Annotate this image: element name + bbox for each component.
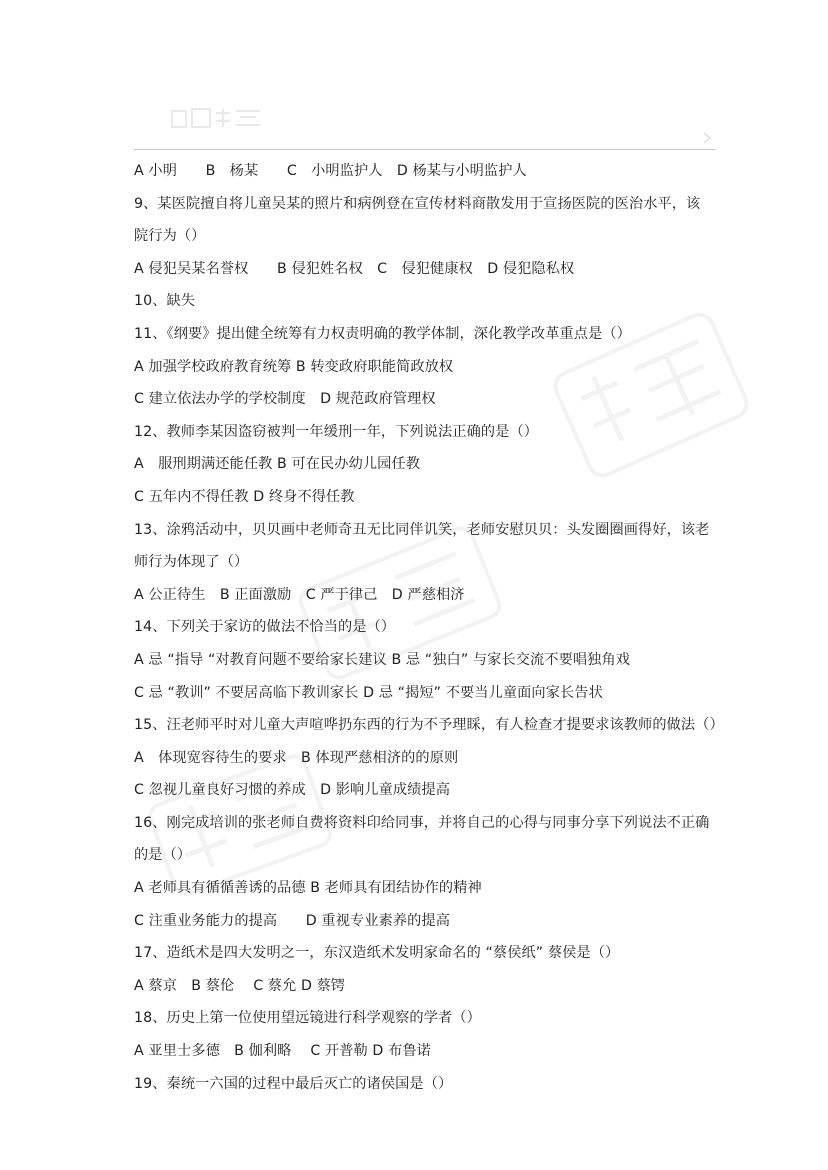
question-15-options-cd: C 忽视儿童良好习惯的养成 D 影响儿童成绩提高 <box>134 782 451 799</box>
header-logo-mark <box>170 105 265 133</box>
question-16-continued: 的是（） <box>134 847 192 864</box>
question-12-options-ab: A 服刑期满还能任教 B 可在民办幼儿园任教 <box>134 456 421 473</box>
header-corner-mark <box>702 132 712 144</box>
question-15: 15、汪老师平时对儿童大声喧哗扔东西的行为不予理睬，有人检查才提要求该教师的做法（） <box>134 717 724 734</box>
question-9-options: A 侵犯吴某名誉权 B 侵犯姓名权 C 侵犯健康权 D 侵犯隐私权 <box>134 260 575 277</box>
question-13-options: A 公正待生 B 正面激励 C 严于律己 D 严慈相济 <box>134 586 465 603</box>
question-12: 12、教师李某因盗窃被判一年缓刑一年，下列说法正确的是（） <box>134 423 539 440</box>
question-14-options-ab: A 忌 “指导 “对教育问题不要给家长建议 B 忌 “独白” 与家长交流不要唱独角戏 <box>134 651 631 668</box>
question-14-options-cd: C 忌 “教训” 不要居高临下教训家长 D 忌 “揭短” 不要当儿童面向家长告状 <box>134 684 603 701</box>
question-13: 13、涂鸦活动中，贝贝画中老师奇丑无比同伴讥笑，老师安慰贝贝：头发圈圈画得好，该老 <box>134 521 710 538</box>
question-9: 9、某医院擅自将儿童吴某的照片和病例登在宣传材料商散发用于宣扬医院的医治水平，该 <box>134 195 701 212</box>
question-16-options-cd: C 注重业务能力的提高 D 重视专业素养的提高 <box>134 912 451 929</box>
option-line: A 小明 B 杨某 C 小明监护人 D 杨某与小明监护人 <box>134 163 527 179</box>
question-17: 17、造纸术是四大发明之一，东汉造纸术发明家命名的 “蔡侯纸” 蔡侯是（） <box>134 945 620 962</box>
question-11-options-ab: A 加强学校政府教育统筹 B 转变政府职能简政放权 <box>134 358 454 375</box>
question-11: 11、《纲要》提出健全统筹有力权责明确的教学体制，深化教学改革重点是（） <box>134 325 631 342</box>
question-13-continued: 师行为体现了（） <box>134 554 249 571</box>
question-12-options-cd: C 五年内不得任教 D 终身不得任教 <box>134 488 355 505</box>
question-17-options: A 蔡京 B 蔡伦 C 蔡允 D 蔡锷 <box>134 977 346 994</box>
document-body <box>134 155 724 1100</box>
question-18: 18、历史上第一位使用望远镜进行科学观察的学者（） <box>134 1010 481 1027</box>
question-9-continued: 院行为（） <box>134 228 206 245</box>
question-10: 10、缺失 <box>134 293 196 310</box>
question-14: 14、下列关于家访的做法不恰当的是（） <box>134 619 396 636</box>
question-19: 19、秦统一六国的过程中最后灭亡的诸侯国是（） <box>134 1075 453 1092</box>
question-18-options: A 亚里士多德 B 伽利略 C 开普勒 D 布鲁诺 <box>134 1043 431 1060</box>
question-16-options-ab: A 老师具有循循善诱的品德 B 老师具有团结协作的精神 <box>134 880 482 897</box>
header-divider <box>134 149 716 150</box>
question-15-options-ab: A 体现宽容待生的要求 B 体现严慈相济的的原则 <box>134 749 459 766</box>
question-11-options-cd: C 建立依法办学的学校制度 D 规范政府管理权 <box>134 391 436 408</box>
question-16: 16、刚完成培训的张老师自费将资料印给同事，并将自己的心得与同事分享下列说法不正确 <box>134 814 710 831</box>
